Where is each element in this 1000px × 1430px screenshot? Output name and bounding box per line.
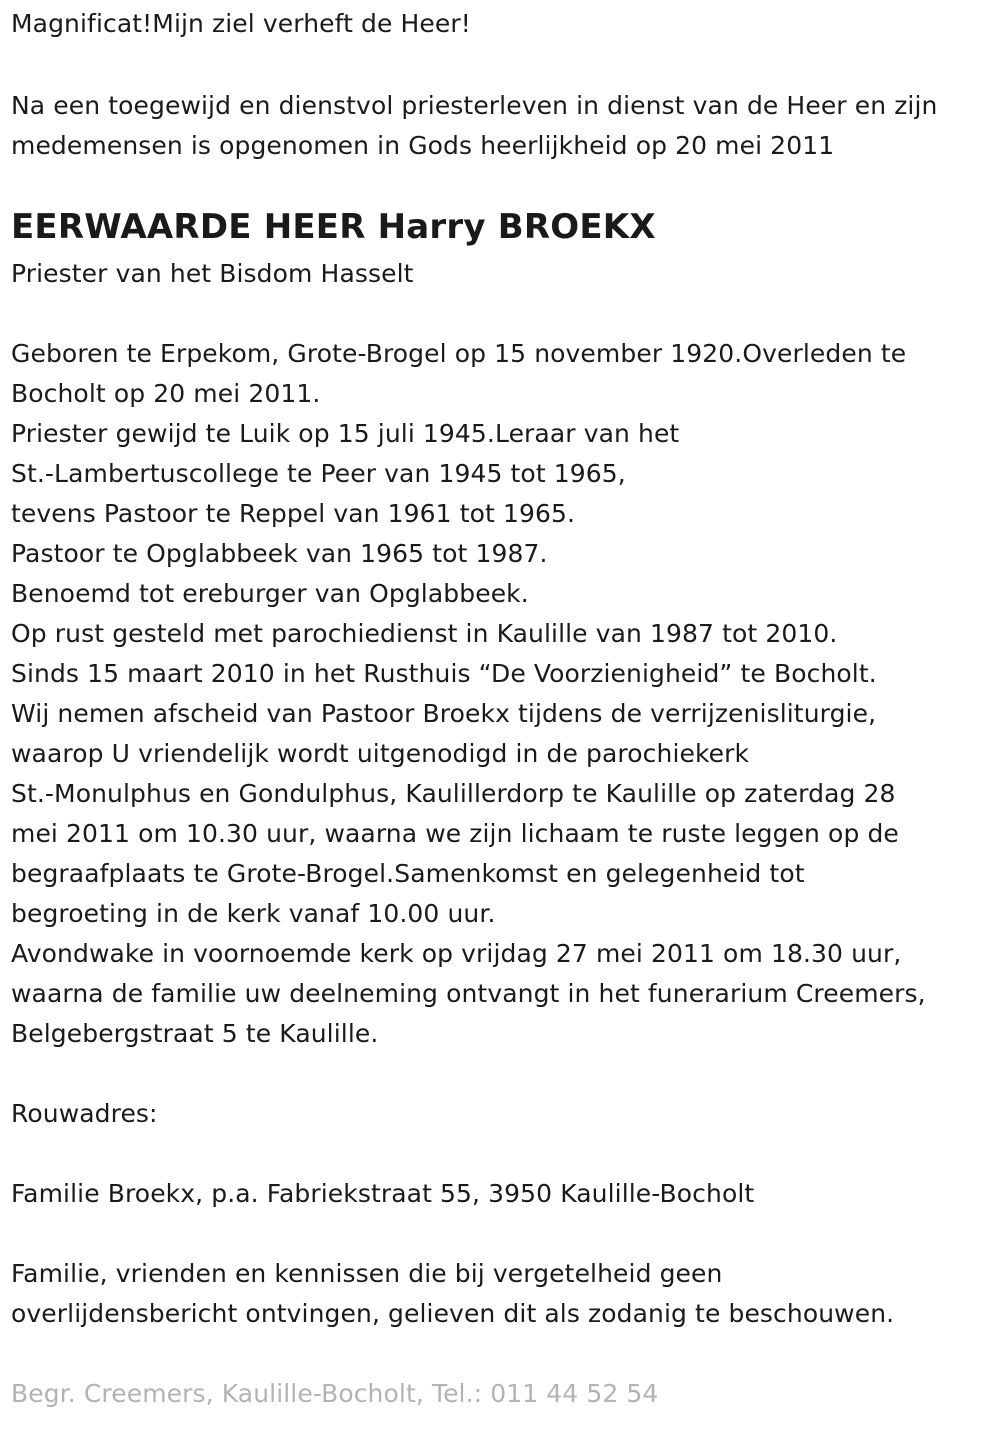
funeral-home-footer: Begr. Creemers, Kaulille-Bocholt, Tel.: 011 44 52 54 (11, 1379, 659, 1408)
address-label: Rouwadres: (11, 1099, 158, 1128)
body-line: Op rust gesteld met parochiedienst in Kaulille van 1987 tot 2010. (11, 619, 838, 648)
body-line: waarop U vriendelijk wordt uitgenodigd in de parochiekerk (11, 739, 750, 768)
body-line: Bocholt op 20 mei 2011. (11, 379, 321, 408)
body-line: begroeting in de kerk vanaf 10.00 uur. (11, 899, 496, 928)
body-line: begraafplaats te Grote-Brogel.Samenkomst en gelegenheid tot (11, 859, 805, 888)
body-line: Benoemd tot ereburger van Opglabbeek. (11, 579, 529, 608)
mourning-address: Familie Broekx, p.a. Fabriekstraat 55, 3950 Kaulille-Bocholt (11, 1179, 755, 1208)
notice-line: Familie, vrienden en kennissen die bij vergetelheid geen (11, 1259, 723, 1288)
intro-line: Na een toegewijd en dienstvol priesterleven in dienst van de Heer en zijn (11, 91, 938, 120)
notice-line: overlijdensbericht ontvingen, gelieven dit als zodanig te beschouwen. (11, 1299, 895, 1328)
intro-line: medemensen is opgenomen in Gods heerlijkheid op 20 mei 2011 (11, 131, 835, 160)
body-line: Avondwake in voornoemde kerk op vrijdag 27 mei 2011 om 18.30 uur, (11, 939, 902, 968)
deceased-title: Priester van het Bisdom Hasselt (11, 259, 414, 288)
body-line: tevens Pastoor te Reppel van 1961 tot 1965. (11, 499, 576, 528)
body-line: waarna de familie uw deelneming ontvangt in het funerarium Creemers, (11, 979, 926, 1008)
body-line: Geboren te Erpekom, Grote-Brogel op 15 november 1920.Overleden te (11, 339, 907, 368)
body-line: mei 2011 om 10.30 uur, waarna we zijn lichaam te ruste leggen op de (11, 819, 899, 848)
body-line: Belgebergstraat 5 te Kaulille. (11, 1019, 379, 1048)
body-line: Priester gewijd te Luik op 15 juli 1945.Leraar van het (11, 419, 680, 448)
deceased-name: EERWAARDE HEER Harry BROEKX (11, 207, 656, 247)
body-line: Sinds 15 maart 2010 in het Rusthuis “De Voorzienigheid” te Bocholt. (11, 659, 877, 688)
body-line: St.-Lambertuscollege te Peer van 1945 tot 1965, (11, 459, 626, 488)
body-line: Pastoor te Opglabbeek van 1965 tot 1987. (11, 539, 548, 568)
body-line: St.-Monulphus en Gondulphus, Kaulillerdorp te Kaulille op zaterdag 28 (11, 779, 896, 808)
body-line: Wij nemen afscheid van Pastoor Broekx tijdens de verrijzenisliturgie, (11, 699, 877, 728)
opening-verse: Magnificat!Mijn ziel verheft de Heer! (11, 9, 471, 38)
